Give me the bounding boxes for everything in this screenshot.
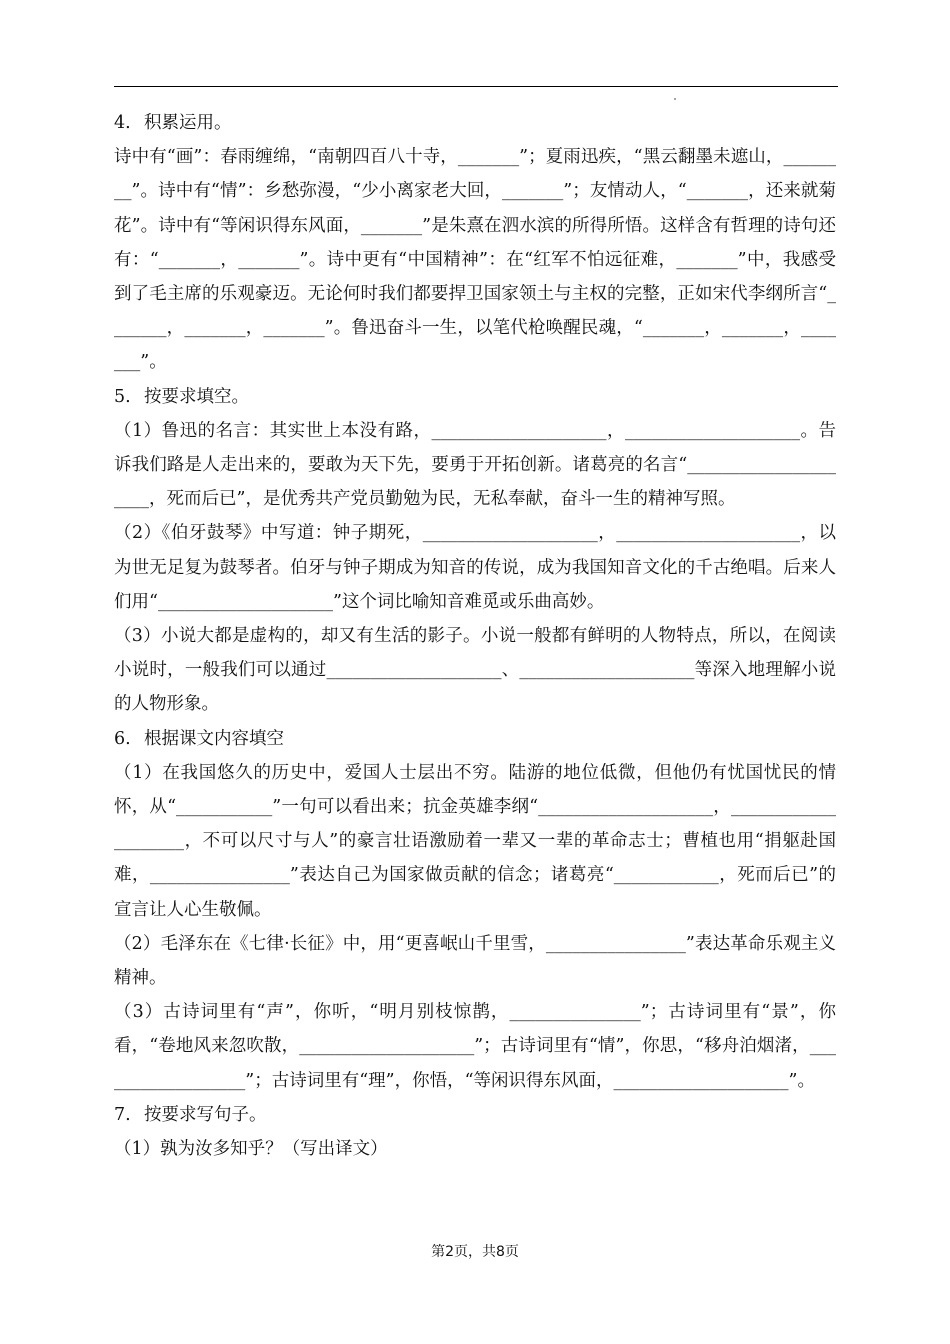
- question-6-heading: [114, 722, 836, 756]
- question-5-number: 5.: [114, 386, 131, 407]
- question-4-body: 诗中有“画”：春雨缠绵，“南朝四百八十寺，_______”；夏雨迅疾，“黑云翻墨未遮山，________”。诗中有“情”：乡愁弥漫，“少小离家老大回，_______”；友情动人，“_______，还来就菊花”。诗中有“等闲识得东风面，_______”是朱熹在泗水滨的所得所悟。这样含有哲理的诗句还有：“_______，_______”。诗中更有“中国精神”：在“红军不怕远征难，_______”中，我感受到了毛主席的乐观豪迈。无论何时我们都要捍卫国家领土与主权的完整，正如宋代李纲所言“_______，_______，_______”。鲁迅奋斗一生，以笔代枪唤醒民魂，“_______，_______，_______”。: [114, 147, 836, 373]
- question-7-number: 7.: [114, 1104, 131, 1125]
- question-4-heading: [114, 106, 836, 140]
- question-4-number: 4.: [114, 113, 131, 133]
- page-content: [114, 106, 836, 1166]
- question-6-item-3: （3）古诗词里有“声”，你听，“明月别枝惊鹊，_______________”；古诗词里有“景”，你看，“卷地风来忽吹散，____________________”；古诗词里有“情”，你思，“移舟泊烟渚，__________________”；古诗词里有“理”，你悟，“等闲识得东风面，____________________”。: [114, 1002, 836, 1091]
- question-5-item-3: （3）小说大都是虚构的，却又有生活的影子。小说一般都有鲜明的人物特点，所以，在阅读小说时，一般我们可以通过____________________、____________________等深入地理解小说的人物形象。: [114, 626, 836, 715]
- question-5-title: 按要求填空。: [144, 386, 249, 407]
- question-7-heading: [114, 1098, 836, 1132]
- question-5-item-1: （1）鲁迅的名言：其实世上本没有路，____________________，____________________。告诉我们路是人走出来的，要敢为天下先，要勇于开拓创新。诸葛亮的名言“_____________________，死而后已”，是优秀共产党员勤勉为民，无私奉献，奋斗一生的精神写照。: [114, 420, 836, 510]
- question-6-item-2: （2）毛泽东在《七律·长征》中，用“更喜岷山千里雪，________________”表达革命乐观主义精神。: [114, 933, 836, 989]
- question-6-title: 根据课文内容填空: [144, 728, 284, 749]
- question-7-item-1: （1）孰为汝多知乎？（写出译文）: [114, 1139, 388, 1160]
- question-5-item-2: （2）《伯牙鼓琴》中写道：钟子期死，____________________，_____________________，以为世无足复为鼓琴者。伯牙与钟子期成为知音的传说，成为我国知音文化的千古绝唱。后来人们用“____________________”这个词比喻知音难觅或乐曲高妙。: [114, 523, 836, 612]
- question-4-title: 积累运用。: [144, 113, 232, 133]
- scan-dot: [674, 98, 676, 100]
- page-footer: 第2页，共8页: [431, 1244, 519, 1260]
- question-5-heading: [114, 380, 836, 414]
- question-7-title: 按要求写句子。: [144, 1104, 267, 1125]
- question-6-number: 6.: [114, 728, 131, 749]
- question-6-item-1: （1）在我国悠久的历史中，爱国人士层出不穷。陆游的地位低微，但他仍有忧国忧民的情怀，从“___________”一句可以看出来；抗金英雄李纲“____________________，____________________，不可以尺寸与人”的豪言壮语激励着一辈又一辈的革命志士；曹植也用“捐躯赴国难，________________”表达自己为国家做贡献的信念；诸葛亮“____________，死而后已”的宣言让人心生敬佩。: [114, 762, 836, 920]
- header-rule: [114, 86, 838, 87]
